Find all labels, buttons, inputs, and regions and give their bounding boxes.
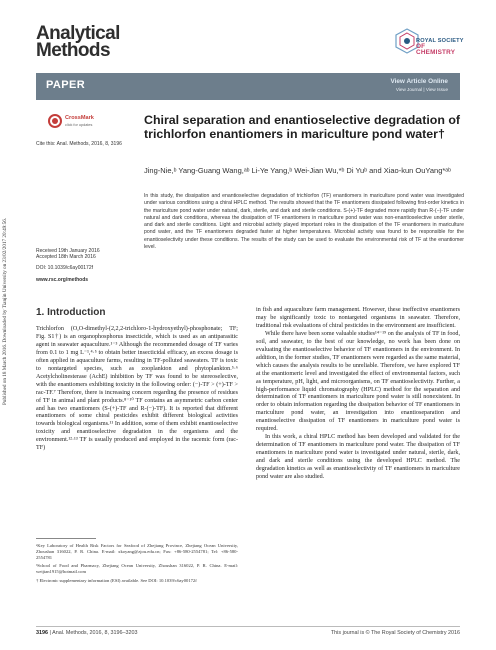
- footer-journal-citation: | Anal. Methods, 2016, 8, 3196–3203: [49, 630, 138, 636]
- footnotes: [36, 543, 238, 586]
- journal-title: [36, 25, 120, 59]
- footer-citation: [36, 630, 138, 636]
- accepted-date: Accepted 18th March 2016: [36, 254, 96, 261]
- rsc-logo-line2: OF CHEMISTRY: [416, 43, 456, 57]
- paragraph: in fish and aquaculture farm management. However, these ineffective enantiomers may be significantly toxic to nontargeted organisms in seawater. Therefore, traditional risk evaluations of chiral pesticides in the environment are insufficient.: [256, 307, 460, 329]
- footer-divider: [36, 626, 460, 627]
- citation: Cite this: Anal. Methods, 2016, 8, 3196: [36, 141, 122, 147]
- journal-title-line1: Analytical: [36, 23, 120, 44]
- paragraph: Trichlorfon (O,O-dimethyl-(2,2,2-trichloro-1-hydroxyethyl)-phosphonate; TF; Fig. S1†) is an organophosphorus insecticide, which is used as an antiparasitic agent in seawater aquaculture.¹⁻³ Although the recommended dosage of TF varies from 0.1 to 1 mg L⁻¹,⁴·⁵ to obtain better insecticidal efficacy, an excess dosage is often applied in aquaculture farms, resulting in TF-polluted seawaters. TF is toxic to nontargeted species, such as zooplankton and phytoplankton.⁵·⁶ Acetylcholinesterase (AchE) inhibition by TF was found to be stereoselective, with the enantiomers exhibiting toxicity in the following order: (−)-TF > (+)-TF > rac-TF.⁷ Therefore, there is increasing concern regarding the presence of residues of TF in animal and plant products.⁸⁻¹⁰ TF contains an asymmetric carbon center and has two enantiomers (S-(+)-TF and R-(−)-TF). It is reported that different enantiomers of some chiral pesticides exhibit different biological activities towards biological organisms.¹¹ In addition, some of them exhibit enantioselective toxicity and enantioselective degradation in the organisms and the environment.¹²·¹³ TF is usually produced and employed in the racemic form (rac-TF): [36, 326, 238, 452]
- article-metadata: [36, 248, 100, 283]
- body-column-right: [256, 307, 460, 482]
- footnote-affiliation-b: ᵇSchool of Food and Pharmacy, Zhejiang Ocean University, Zhoushan 316022, P. R. China. E-mail: weijian1915@hotmail.com: [36, 563, 238, 575]
- page-number: 3196: [36, 630, 48, 636]
- footnote-affiliation-a: ᵃKey Laboratory of Health Risk Factors for Seafood of Zhejiang Province, Zhejiang Ocean University, Zhoushan 316022, P. R. China. E-mail: xkoyang@zjou.edu.cn; Fax: +86-580-2554781; Tel: +86-580-2554781: [36, 543, 238, 560]
- footnote-divider: [36, 538, 96, 539]
- rsc-logo[interactable]: [394, 28, 466, 64]
- footer-copyright: This journal is © The Royal Society of Chemistry 2016: [330, 630, 460, 636]
- crossmark-badge[interactable]: [48, 112, 106, 134]
- received-date: Received 19th January 2016: [36, 248, 100, 254]
- body-column-left: [36, 326, 238, 453]
- article-type-label: PAPER: [46, 79, 86, 91]
- paragraph: In this work, a chiral HPLC method has been developed and validated for the determination of TF enantiomers in mariculture pond water. The dissipation of TF enantiomers in mariculture pond water is investigated under natural, sterile, dark, and dark and sterile conditions using the developed HPLC method. The degradation kinetics as well as enantioselectivity of TF enantiomers in mariculture pond water are also studied.: [256, 434, 460, 481]
- footnote-esi: † Electronic supplementary information (ESI) available. See DOI: 10.1039/c6ay00172f: [36, 577, 197, 583]
- article-type-banner: [36, 73, 460, 100]
- rsc-logo-line1: ROYAL SOCIETY: [416, 38, 464, 44]
- journal-url[interactable]: www.rsc.org/methods: [36, 276, 89, 283]
- abstract: In this study, the dissipation and enantioselective degradation of trichlorfon (TF) enantiomers in mariculture pond water was investigated under various conditions using a chiral HPLC method. The results showed that the TF enantiomers dissipated following first-order kinetics in the mariculture pond water under natural, dark, sterile, and dark and sterile conditions. S-(+)-TF degraded more rapidly than R-(−)-TF under natural and dark conditions, whereas the dissipation of TF enantiomers in mariculture pond water was non-enantioselective under sterile, and dark and sterile conditions. Light and microbial activity played important roles in the dissipation of the TF enantiomers in mariculture pond water, and the TF enantiomers degraded faster at higher temperatures. Microbial activity was found to be responsible for the enantioselectivity under these conditions. The results of the study can be used to evaluate the environmental risk of TF at the enantiomer level.: [144, 193, 464, 250]
- journal-title-line2: Methods: [36, 40, 110, 61]
- crossmark-sublabel: click for updates: [65, 123, 93, 127]
- view-article-online-link[interactable]: View Article Online: [390, 78, 448, 85]
- doi[interactable]: DOI: 10.1039/c6ay00172f: [36, 265, 93, 272]
- section-heading-introduction: 1. Introduction: [36, 307, 106, 318]
- download-notice: Published on 18 March 2016. Downloaded by Tianjin University on 23/02/2017 20:49:56.: [2, 217, 8, 405]
- author-list: Jing-Nie,ᵇ Yang-Guang Wang,ᵃᵇ Li-Ye Yang,ᵇ Wei-Jian Wu,*ᵇ Di Yuᵇ and Xiao-kun OuYang*ᵃᵇ: [144, 166, 451, 175]
- view-journal-issue-link[interactable]: View Journal | View Issue: [395, 87, 448, 92]
- crossmark-icon: [48, 114, 62, 128]
- article-title: Chiral separation and enantioselective degradation of trichlorfon enantiomers in mariculture pond water†: [144, 113, 461, 141]
- crossmark-label: CrossMark: [65, 115, 94, 121]
- paragraph: While there have been some valuable studies¹⁴⁻¹⁹ on the analysis of TF in food, soil, and seawater, to the best of our knowledge, no work has been done on evaluating the enantioselective behavior of TF enantiomers in the environment. In addition, in the former studies, TF enantiomers were regarded as the same material, which causes the analysis results to be unreliable. Therefore, we have explored TF at the enantiomeric level and investigated the effect of environmental factors, such as temperature, pH, light, and microorganisms, on TF enantioselectivity. Further, a high-performance liquid chromatography (HPLC) method for the separation and determination of TF enantiomers in mariculture pond water is still nonexistent. In order to obtain information regarding the dissipation behavior of TF enantiomers in mariculture pond water, an investigation into enantioseparation and enantioselective dissipation of TF enantiomers in mariculture pond water is required.: [256, 330, 460, 433]
